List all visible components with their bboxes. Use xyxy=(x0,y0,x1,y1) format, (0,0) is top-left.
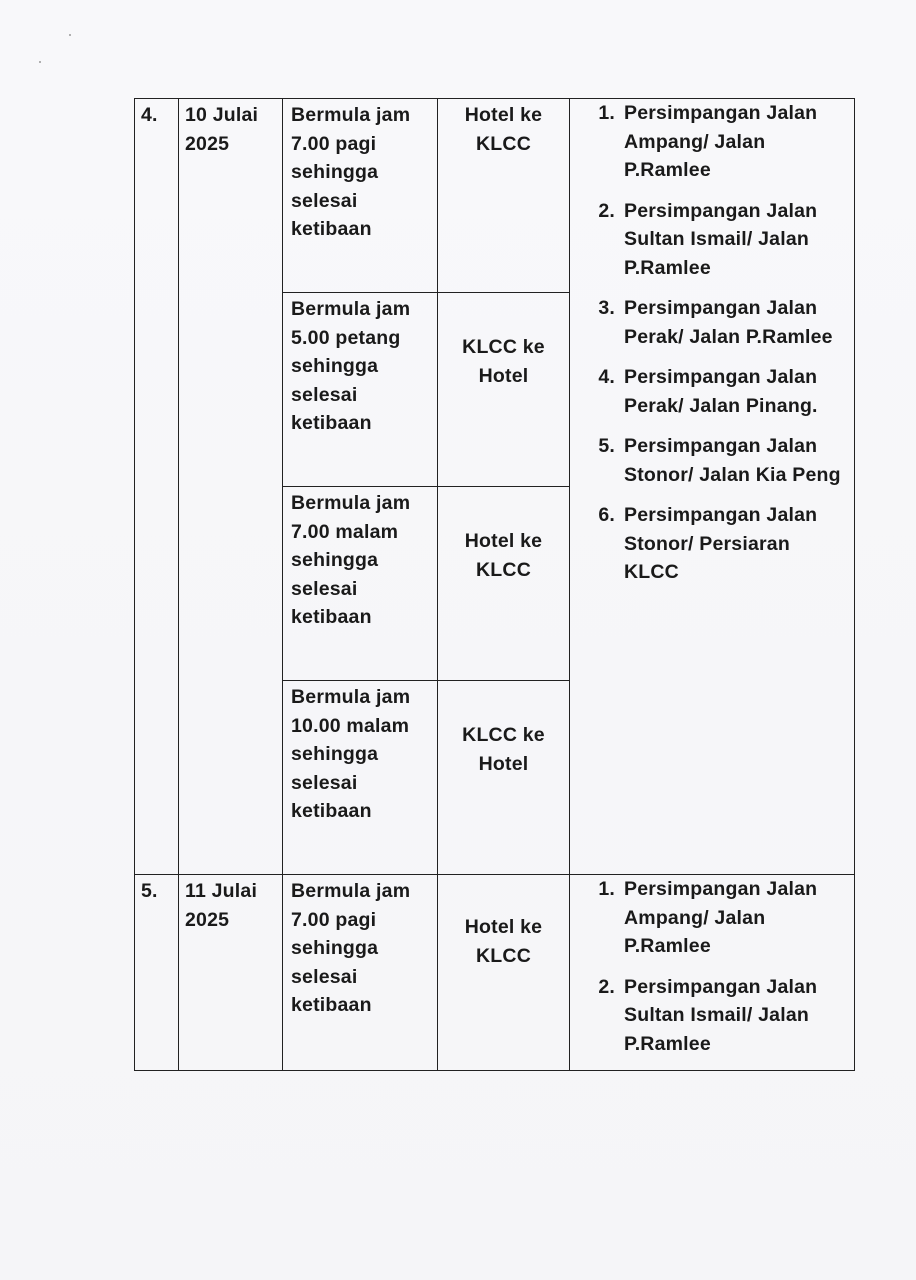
direction-text: KLCC ke Hotel xyxy=(462,724,545,775)
list-item xyxy=(570,973,848,1059)
direction-text: Hotel ke KLCC xyxy=(464,530,543,581)
junction-text: Persimpangan Jalan Ampang/ Jalan P.Ramlee xyxy=(624,102,818,181)
scan-speck xyxy=(39,61,41,63)
direction-text: KLCC ke Hotel xyxy=(462,336,545,387)
direction-cell xyxy=(438,875,570,1071)
list-item xyxy=(570,294,848,351)
junction-text: Persimpangan Jalan Sultan Ismail/ Jalan P.Ramlee xyxy=(624,975,818,1055)
list-item xyxy=(570,432,848,489)
time-text: Bermula jam 7.00 pagi sehingga selesai ketibaan xyxy=(291,880,411,1016)
list-number: 5. xyxy=(598,435,615,457)
time-cell xyxy=(283,487,438,681)
junction-text: Persimpangan Jalan Perak/ Jalan Pinang. xyxy=(624,366,818,417)
list-number: 2. xyxy=(598,975,615,998)
list-item xyxy=(570,501,848,587)
date-text: 11 Julai 2025 xyxy=(185,880,258,931)
junction-text: Persimpangan Jalan Ampang/ Jalan P.Ramlee xyxy=(624,878,818,957)
list-item xyxy=(570,363,848,420)
list-item xyxy=(570,99,848,185)
row-number-cell xyxy=(135,875,179,1071)
direction-cell xyxy=(438,681,570,875)
junction-text: Persimpangan Jalan Stonor/ Persiaran KLCC xyxy=(624,504,818,583)
direction-cell xyxy=(438,99,570,293)
list-number: 2. xyxy=(598,199,615,222)
direction-cell xyxy=(438,487,570,681)
date-cell xyxy=(179,875,283,1071)
list-number: 1. xyxy=(598,878,615,900)
list-item xyxy=(570,875,848,961)
junction-list xyxy=(570,875,854,1058)
list-number: 3. xyxy=(598,297,615,319)
list-item xyxy=(570,197,848,283)
junction-cell xyxy=(570,99,855,875)
junction-cell xyxy=(570,875,855,1071)
row-number: 5. xyxy=(141,880,158,902)
list-number: 6. xyxy=(598,504,615,526)
table-row xyxy=(135,875,855,1071)
direction-text: Hotel ke KLCC xyxy=(464,104,543,155)
list-number: 4. xyxy=(598,366,615,388)
time-cell xyxy=(283,293,438,487)
time-text: Bermula jam 7.00 malam sehingga selesai ketibaan xyxy=(291,492,411,628)
row-number-cell xyxy=(135,99,179,875)
list-number: 1. xyxy=(598,102,615,124)
schedule-table xyxy=(134,98,855,1071)
junction-list xyxy=(570,99,854,587)
scan-speck xyxy=(69,34,71,36)
date-text: 10 Julai 2025 xyxy=(185,104,259,155)
time-cell xyxy=(283,681,438,875)
time-text: Bermula jam 10.00 malam sehingga selesai ketibaan xyxy=(291,686,411,822)
table-row xyxy=(135,99,855,293)
junction-text: Persimpangan Jalan Stonor/ Jalan Kia Peng xyxy=(624,435,841,486)
junction-text: Persimpangan Jalan Perak/ Jalan P.Ramlee xyxy=(624,297,833,348)
row-number: 4. xyxy=(141,104,158,126)
junction-text: Persimpangan Jalan Sultan Ismail/ Jalan P.Ramlee xyxy=(624,199,818,279)
date-cell xyxy=(179,99,283,875)
time-text: Bermula jam 5.00 petang sehingga selesai ketibaan xyxy=(291,298,411,434)
direction-text: Hotel ke KLCC xyxy=(464,916,543,967)
time-cell xyxy=(283,875,438,1071)
time-cell xyxy=(283,99,438,293)
direction-cell xyxy=(438,293,570,487)
time-text: Bermula jam 7.00 pagi sehingga selesai ketibaan xyxy=(291,104,411,240)
